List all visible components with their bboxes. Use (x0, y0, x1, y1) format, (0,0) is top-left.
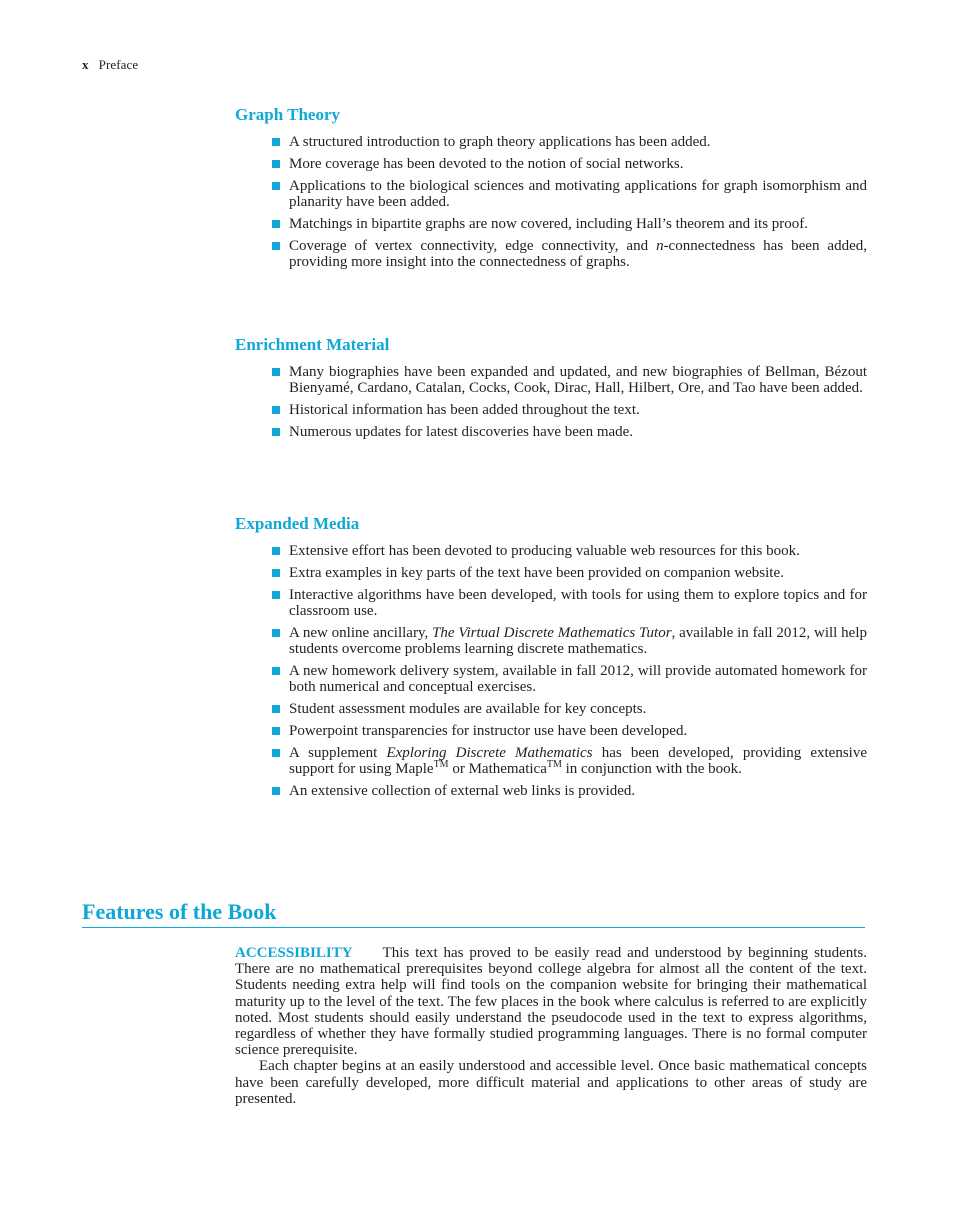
bullet-square-icon (272, 591, 280, 599)
section-graph-theory (235, 105, 867, 276)
bullet-square-icon (272, 182, 280, 190)
bullet-list (235, 543, 867, 799)
bullet-square-icon (272, 242, 280, 250)
features-body (235, 945, 867, 1107)
bullet-square-icon (272, 406, 280, 414)
section-title: Expanded Media (235, 514, 360, 533)
list-item: Extensive effort has been devoted to producing valuable web resources for this book. (289, 543, 867, 559)
bullet-square-icon (272, 547, 280, 555)
section-title: Enrichment Material (235, 335, 390, 354)
bullet-list (235, 134, 867, 270)
list-item: A supplement Exploring Discrete Mathematics has been developed, providing extensive support for using Maple™ or Mathematica™ in conjunction with the book. (289, 745, 867, 777)
list-item: Matchings in bipartite graphs are now covered, including Hall’s theorem and its proof. (289, 216, 867, 232)
list-item: Historical information has been added throughout the text. (289, 402, 867, 418)
list-item: Powerpoint transparencies for instructor use have been developed. (289, 723, 867, 739)
bullet-square-icon (272, 160, 280, 168)
list-item: An extensive collection of external web links is provided. (289, 783, 867, 799)
list-item: Interactive algorithms have been developed, with tools for using them to explore topics and for classroom use. (289, 587, 867, 619)
bullet-square-icon (272, 749, 280, 757)
list-item: Coverage of vertex connectivity, edge connectivity, and n-connectedness has been added, providing more insight into the connectedness of graphs. (289, 238, 867, 270)
list-item: A new homework delivery system, available in fall 2012, will provide automated homework for both numerical and conceptual exercises. (289, 663, 867, 695)
bullet-list (235, 364, 867, 440)
section-enrichment-material (235, 335, 867, 446)
bullet-square-icon (272, 569, 280, 577)
bullet-square-icon (272, 787, 280, 795)
list-item: Many biographies have been expanded and updated, and new biographies of Bellman, Bézout Bienyamé, Cardano, Catalan, Cocks, Cook, Dirac, Hall, Hilbert, Ore, and Tao have been added. (289, 364, 867, 396)
page-number: x (82, 57, 89, 72)
chapter-paragraph: Each chapter begins at an easily understood and accessible level. Once basic mathematical concepts have been carefully developed, more difficult material and applications to other areas of study are presented. (235, 1058, 867, 1107)
bullet-square-icon (272, 428, 280, 436)
bullet-square-icon (272, 705, 280, 713)
list-item: A structured introduction to graph theory applications has been added. (289, 134, 867, 150)
section-title: Graph Theory (235, 105, 341, 124)
section-expanded-media (235, 514, 867, 805)
running-title: Preface (98, 57, 139, 72)
running-header (82, 57, 138, 73)
list-item: Numerous updates for latest discoveries have been made. (289, 424, 867, 440)
bullet-square-icon (272, 727, 280, 735)
bullet-square-icon (272, 667, 280, 675)
bullet-square-icon (272, 368, 280, 376)
list-item: Extra examples in key parts of the text have been provided on companion website. (289, 565, 867, 581)
list-item: More coverage has been devoted to the notion of social networks. (289, 156, 867, 172)
accessibility-paragraph: ACCESSIBILITY This text has proved to be easily read and understood by beginning students. There are no mathematical prerequisites beyond college algebra for almost all the content of the text. Students needing extra help will find tools on the companion website for bringing their mathematical maturity up to the level of the text. The few places in the book where calculus is referred to are explicitly noted. Most students should easily understand the pseudocode used in the text to express algorithms, regardless of whether they have formally studied programming languages. There is no formal computer science prerequisite. (235, 945, 867, 1059)
bullet-square-icon (272, 220, 280, 228)
list-item: Student assessment modules are available for key concepts. (289, 701, 867, 717)
list-item: A new online ancillary, The Virtual Discrete Mathematics Tutor, available in fall 2012, will help students overcome problems learning discrete mathematics. (289, 625, 867, 657)
runin-heading: ACCESSIBILITY (235, 945, 353, 961)
list-item: Applications to the biological sciences and motivating applications for graph isomorphism and planarity have been added. (289, 178, 867, 210)
features-heading: Features of the Book (82, 899, 865, 928)
bullet-square-icon (272, 138, 280, 146)
bullet-square-icon (272, 629, 280, 637)
